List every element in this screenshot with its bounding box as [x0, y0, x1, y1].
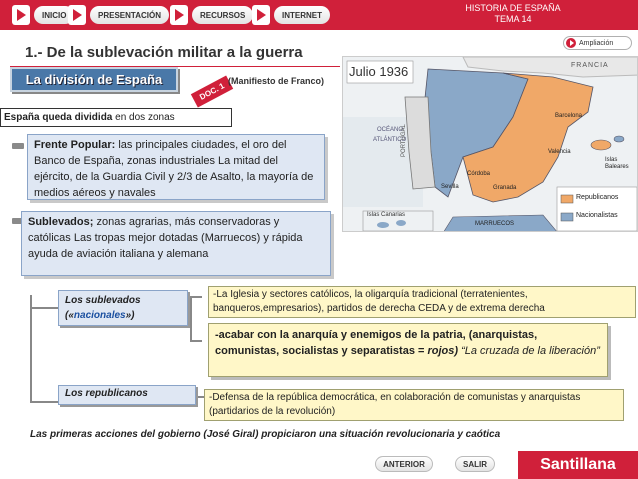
map-label-portugal: PORTUGAL — [401, 124, 407, 157]
nav-inicio-button[interactable] — [12, 4, 74, 26]
footnote: Las primeras acciones del gobierno (José Giral) propiciaron una situación revolucionaria y caótica — [30, 429, 501, 440]
map-label-sevilla: Sevilla — [441, 184, 459, 190]
nav-inicio-label: INICIO — [34, 6, 74, 24]
bullet-icon — [12, 143, 24, 149]
frente-text: las principales ciudades, el oro del Banco de España, zonas industriales La mitad del ejército, de la Guardia Civil y 2/3 de Asalto, la mayoría de medios aéreos y navales — [34, 139, 314, 199]
sublevados-label-word: nacionales — [73, 310, 126, 321]
ampliacion-button[interactable] — [563, 36, 632, 50]
bracket-line — [190, 296, 192, 342]
legend-swatch-republicanos — [561, 195, 573, 203]
map-label-marruecos: MARRUECOS — [475, 221, 515, 227]
bracket-line — [196, 396, 204, 398]
ampliacion-label: Ampliación — [579, 39, 614, 47]
spain-map-july-1936 — [342, 56, 638, 232]
play-icon — [170, 5, 188, 25]
doc-tag[interactable]: DOC. 1 — [191, 75, 233, 107]
nav-internet-label: INTERNET — [274, 6, 330, 24]
sublevados-label-close: ») — [125, 310, 135, 321]
goals-italic-bold: rojos) — [427, 345, 459, 357]
sublevados-label-line1: Los sublevados — [65, 295, 141, 306]
map-label-barcelona: Barcelona — [555, 113, 583, 119]
goals-bold: -acabar con la anarquía y enemigos de la patria, (anarquistas, comunistas, socialistas y separatistas = — [215, 329, 538, 357]
bracket-line — [30, 307, 58, 309]
los-sublevados-box[interactable] — [58, 290, 188, 326]
nav-internet-button[interactable] — [252, 4, 330, 26]
goals-italic: “La cruzada de la liberación” — [458, 345, 600, 357]
app-title-line1: HISTORIA DE ESPAÑA — [465, 3, 561, 13]
anterior-button[interactable]: ANTERIOR — [375, 456, 433, 472]
map-label-canarias: Islas Canarias — [367, 212, 406, 218]
topic-badge: La división de España — [10, 67, 178, 92]
app-title-line2: TEMA 14 — [494, 14, 532, 24]
map-label-islas-baleares: Islas Baleares — [605, 157, 629, 170]
republicanos-note: -Defensa de la república democrática, en colaboración de comunistas y anarquistas (partidarios de la revolución) — [204, 389, 624, 421]
frente-popular-box — [27, 134, 325, 200]
map-label-valencia: Valencia — [548, 149, 571, 155]
republicanos-label: Los republicanos — [65, 388, 148, 399]
legend-swatch-nacionalistas — [561, 213, 573, 221]
sublevados-text: zonas agrarias, más conservadoras y católicas Las tropas mejor dotadas (Marruecos) y rápida ayuda de aviación italiana y alemana — [28, 216, 303, 260]
doc-source: (Manifiesto de Franco) — [228, 76, 325, 86]
sublevados-supporters-note: -La Iglesia y sectores católicos, la oligarquía tradicional (terratenientes, banqueros,empresarios), partidos de derecha CEDA y de extrema derecha — [208, 286, 636, 318]
los-republicanos-box[interactable] — [58, 385, 196, 405]
sublevados-goals-note — [208, 323, 608, 377]
sublevados-lead: Sublevados; — [28, 216, 94, 228]
frente-lead: Frente Popular: — [34, 139, 116, 151]
salir-button[interactable]: SALIR — [455, 456, 495, 472]
play-icon — [68, 5, 86, 25]
division-statement — [0, 108, 232, 127]
bracket-line — [30, 401, 58, 403]
sublevados-label-open: (« — [65, 310, 74, 321]
play-icon — [12, 5, 30, 25]
app-title — [430, 3, 596, 25]
map-label-cordoba: Córdoba — [467, 171, 491, 177]
bracket-line — [30, 295, 32, 403]
legend-label-republicanos: Republicanos — [576, 194, 619, 201]
sublevados-box — [21, 211, 331, 276]
nav-recursos-button[interactable] — [170, 4, 253, 26]
sublevados-label-line2 — [65, 308, 183, 323]
map-label-granada: Granada — [493, 185, 517, 191]
play-icon — [252, 5, 270, 25]
nav-presentacion-label: PRESENTACIÓN — [90, 6, 169, 24]
section-title: 1.- De la sublevación militar a la guerra — [25, 44, 303, 61]
legend-label-nacionalistas: Nacionalistas — [576, 212, 618, 219]
map-title: Julio 1936 — [349, 64, 409, 79]
play-icon — [566, 38, 576, 48]
map-label-francia: FRANCIA — [571, 62, 609, 69]
map-label-atlantico: ATLÁNTICO — [373, 137, 407, 143]
map-label-oceano: OCÉANO — [377, 127, 404, 133]
statement-bold: España queda dividida — [4, 112, 113, 123]
statement-rest: en dos zonas — [112, 112, 175, 123]
nav-recursos-label: RECURSOS — [192, 6, 253, 24]
brand-logo: Santillana — [518, 451, 638, 479]
nav-presentacion-button[interactable] — [68, 4, 169, 26]
